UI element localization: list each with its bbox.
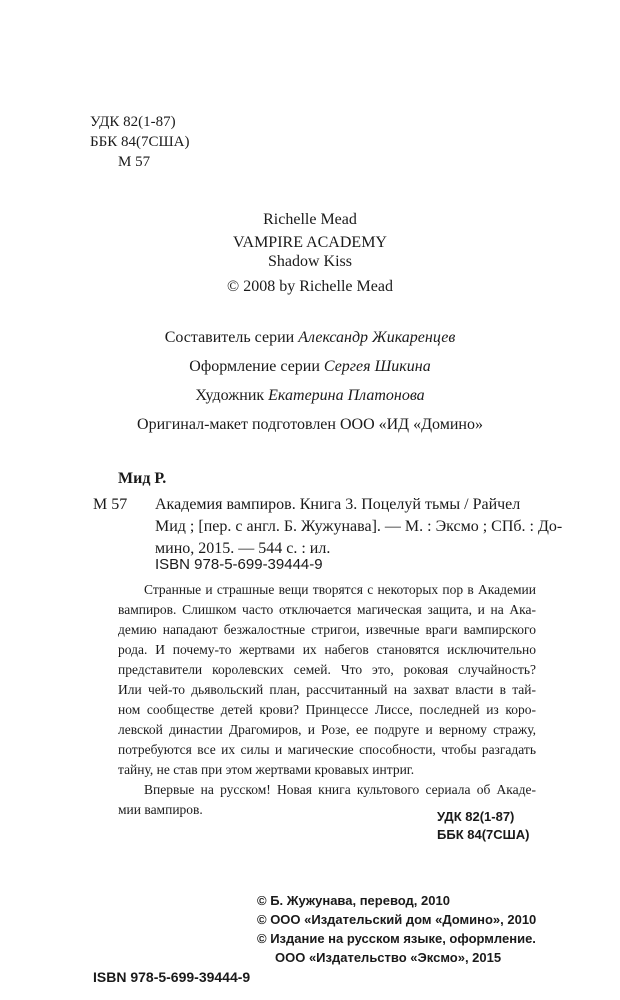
annotation-line: ном сообществе детей крови? Принцессе Лиссе, последней из коро-: [118, 702, 536, 717]
annotation-line: вампиров. Слишком часто отключается магическая защита, и на Ака-: [118, 602, 536, 617]
series-design: [0, 357, 620, 377]
udk-block-bottom: [393, 808, 530, 844]
copyright-edition: © Издание на русском языке, оформление.: [257, 931, 536, 946]
biblio-line: Мид ; [пер. с англ. Б. Жужунава]. — М. : Эксмо ; СПб. : До-: [155, 518, 563, 535]
annotation: [118, 580, 536, 820]
original-series: VAMPIRE ACADEMY: [233, 234, 387, 251]
artist-label: Художник: [195, 387, 269, 404]
biblio-description: [155, 494, 563, 560]
biblio-author: Мид Р.: [118, 470, 167, 487]
layout-credit: Оригинал-макет подготовлен ООО «ИД «Домино»: [137, 416, 483, 433]
bbk-code: ББК 84(7США): [90, 134, 190, 150]
annotation-line: Или чей-то дьявольский план, рассчитанный на захват власти в тай-: [118, 682, 536, 697]
copyright-eksmo: ООО «Издательство «Эксмо», 2015: [275, 950, 502, 965]
copyright-block: [257, 891, 536, 967]
copyright-domino: © ООО «Издательский дом «Домино», 2010: [257, 912, 537, 927]
original-author: Richelle Mead: [263, 211, 357, 228]
author-mark: М 57: [118, 154, 151, 170]
annotation-line: мии вампиров.: [118, 802, 203, 817]
udk-code: УДК 82(1-87): [90, 114, 176, 130]
series-compiler-label: Составитель серии: [164, 329, 299, 346]
isbn-bottom: ISBN 978-5-699-39444-9: [93, 969, 251, 985]
annotation-line: левской династии Драгомиров, и Розе, ее подруге и верному стражу,: [118, 722, 536, 737]
annotation-line: потребуются все их силы и магические способности, чтобы разгадать: [118, 742, 536, 757]
copyright-translation: © Б. Жужунава, перевод, 2010: [257, 893, 450, 908]
series-compiler-name: Александр Жикаренцев: [298, 329, 456, 346]
biblio-line: мино, 2015. — 544 с. : ил.: [155, 540, 331, 557]
biblio-line: Академия вампиров. Книга 3. Поцелуй тьмы / Райчел: [155, 496, 521, 513]
annotation-line: представители королевских семей. Что это, роковая случайность?: [118, 662, 536, 677]
annotation-line: тайну, не став при этом жертвами кровавых интриг.: [118, 762, 415, 777]
biblio-code: М 57: [93, 496, 128, 513]
udk-block-top: [90, 112, 189, 172]
original-title: Shadow Kiss: [267, 253, 352, 270]
bbk-code-bottom: ББК 84(7США): [437, 827, 530, 842]
series-design-label: Оформление серии: [189, 358, 324, 375]
series-design-name: Сергея Шикина: [323, 358, 431, 375]
series-compiler: [0, 328, 620, 348]
original-copyright: © 2008 by Richelle Mead: [227, 278, 393, 295]
annotation-line: демию нападают безжалостные стригои, извечные враги вампирского: [118, 622, 536, 637]
annotation-line: Впервые на русском! Новая книга культового сериала об Акаде-: [144, 782, 536, 797]
artist: [0, 386, 620, 406]
biblio-isbn: ISBN 978-5-699-39444-9: [155, 556, 323, 573]
annotation-line: Странные и страшные вещи творятся с некоторых пор в Академии: [144, 582, 536, 597]
artist-name: Екатерина Платонова: [268, 387, 425, 404]
annotation-line: рода. И почему-то жертвами их набегов становятся исключительно: [118, 642, 536, 657]
udk-code-bottom: УДК 82(1-87): [437, 809, 515, 824]
